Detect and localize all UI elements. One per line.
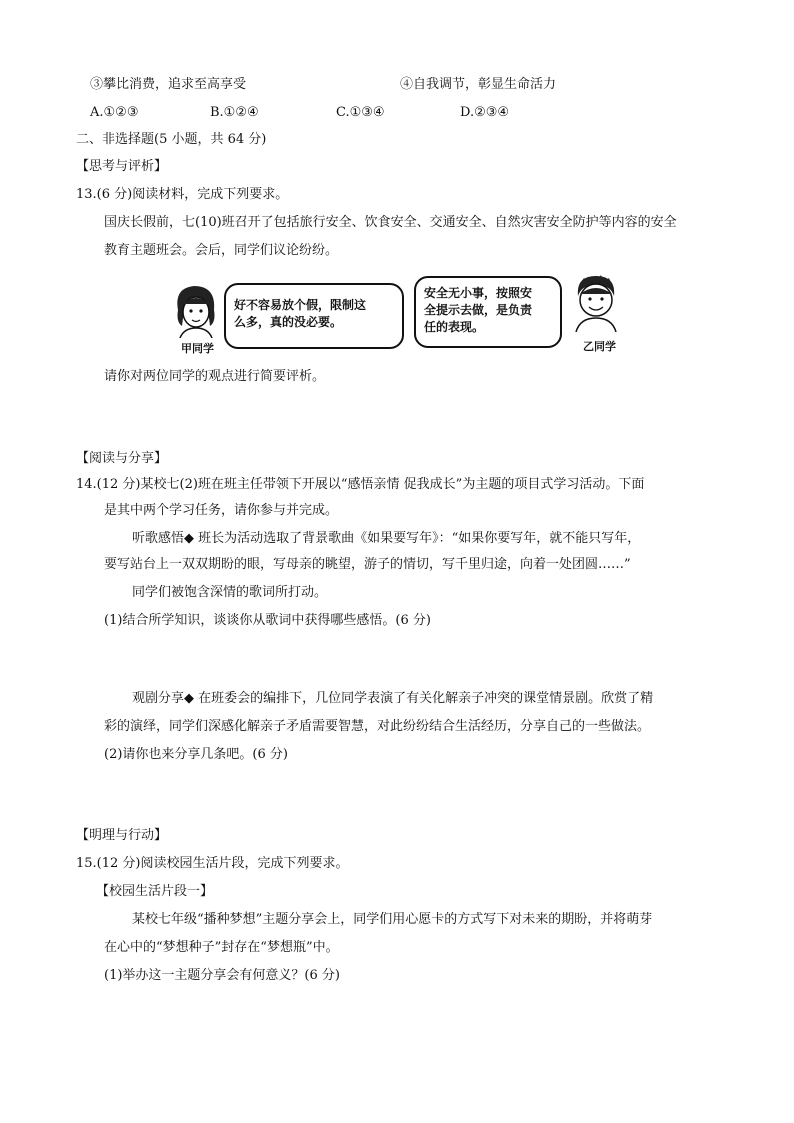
bubble-a-line1: 好不容易放个假，限制这 <box>234 298 367 312</box>
q14-sub2: (2)请你也来分享几条吧。(6 分) <box>104 747 288 762</box>
q15-header: 【明理与行动】 <box>76 828 168 843</box>
caption-student-a: 甲同学 <box>181 342 214 355</box>
section-title: 二、非选择题(5 小题，共 64 分) <box>76 132 267 147</box>
q13-question: 请你对两位同学的观点进行简要评析。 <box>104 369 326 384</box>
caption-student-b: 乙同学 <box>583 340 616 353</box>
q14-task1-line1: 听歌感悟◆ 班长为活动选取了背景歌曲《如果要写年》：“如果你要写年，就不能只写年， <box>132 531 641 546</box>
bubble-a-line2: 么多，真的没必要。 <box>234 315 343 329</box>
q14-sub1: (1)结合所学知识，谈谈你从歌词中获得哪些感悟。(6 分) <box>104 613 431 628</box>
q14-stem-line2: 是其中两个学习任务，请你参与并完成。 <box>104 503 339 518</box>
q14-stem-line1: 14.(12 分)某校七(2)班在班主任带领下开展以“感悟亲情 促我成长”为主题的项目式学习活动。下面 <box>76 477 645 492</box>
option-item-4: ④自我调节，彰显生命活力 <box>400 77 557 92</box>
q15-para-line1: 某校七年级“播种梦想”主题分享会上，同学们用心愿卡的方式写下对未来的期盼，并将萌芽 <box>132 912 653 927</box>
choice-d: D.②③④ <box>460 105 510 120</box>
q14-task2-line1: 观剧分享◆ 在班委会的编排下，几位同学表演了有关化解亲子冲突的课堂情景剧。欣赏了精 <box>132 691 654 706</box>
boy-student-illustration <box>566 270 626 332</box>
choice-b: B.①②④ <box>210 105 259 120</box>
speech-bubble-student-a <box>224 283 404 349</box>
q14-task1-line3: 同学们被饱含深情的歌词所打动。 <box>132 585 328 600</box>
bubble-b-line1: 安全无小事，按照安 <box>424 286 533 300</box>
bubble-b-line3: 任的表现。 <box>424 320 485 334</box>
girl-student-illustration <box>168 280 224 338</box>
q13-stem: 13.(6 分)阅读材料，完成下列要求。 <box>76 187 289 202</box>
bubble-b-line2: 全提示去做，是负责 <box>424 303 533 317</box>
q13-para-line1: 国庆长假前，七(10)班召开了包括旅行安全、饮食安全、交通安全、自然灾害安全防护等内容的安全 <box>104 215 677 230</box>
q15-stem: 15.(12 分)阅读校园生活片段，完成下列要求。 <box>76 856 349 871</box>
q15-sub1: (1)举办这一主题分享会有何意义？(6 分) <box>104 968 340 983</box>
option-item-3: ③攀比消费，追求至高享受 <box>90 77 247 92</box>
speech-bubble-student-b <box>414 276 562 348</box>
q15-para-line2: 在心中的“梦想种子”封存在“梦想瓶”中。 <box>104 940 339 955</box>
q13-para-line2: 教育主题班会。会后，同学们议论纷纷。 <box>104 243 339 258</box>
q14-task1-line2: 要写站台上一双双期盼的眼，写母亲的眺望，游子的情切，写千里归途，向着一处团圆……” <box>104 557 631 572</box>
q15-fragment-title: 【校园生活片段一】 <box>96 884 214 899</box>
q13-header: 【思考与评析】 <box>76 159 168 174</box>
q14-task2-line2: 彩的演绎，同学们深感化解亲子矛盾需要智慧，对此纷纷结合生活经历，分享自己的一些做法。 <box>104 719 651 734</box>
q14-header: 【阅读与分享】 <box>76 451 168 466</box>
choice-c: C.①③④ <box>336 105 385 120</box>
choice-a: A.①②③ <box>90 105 139 120</box>
